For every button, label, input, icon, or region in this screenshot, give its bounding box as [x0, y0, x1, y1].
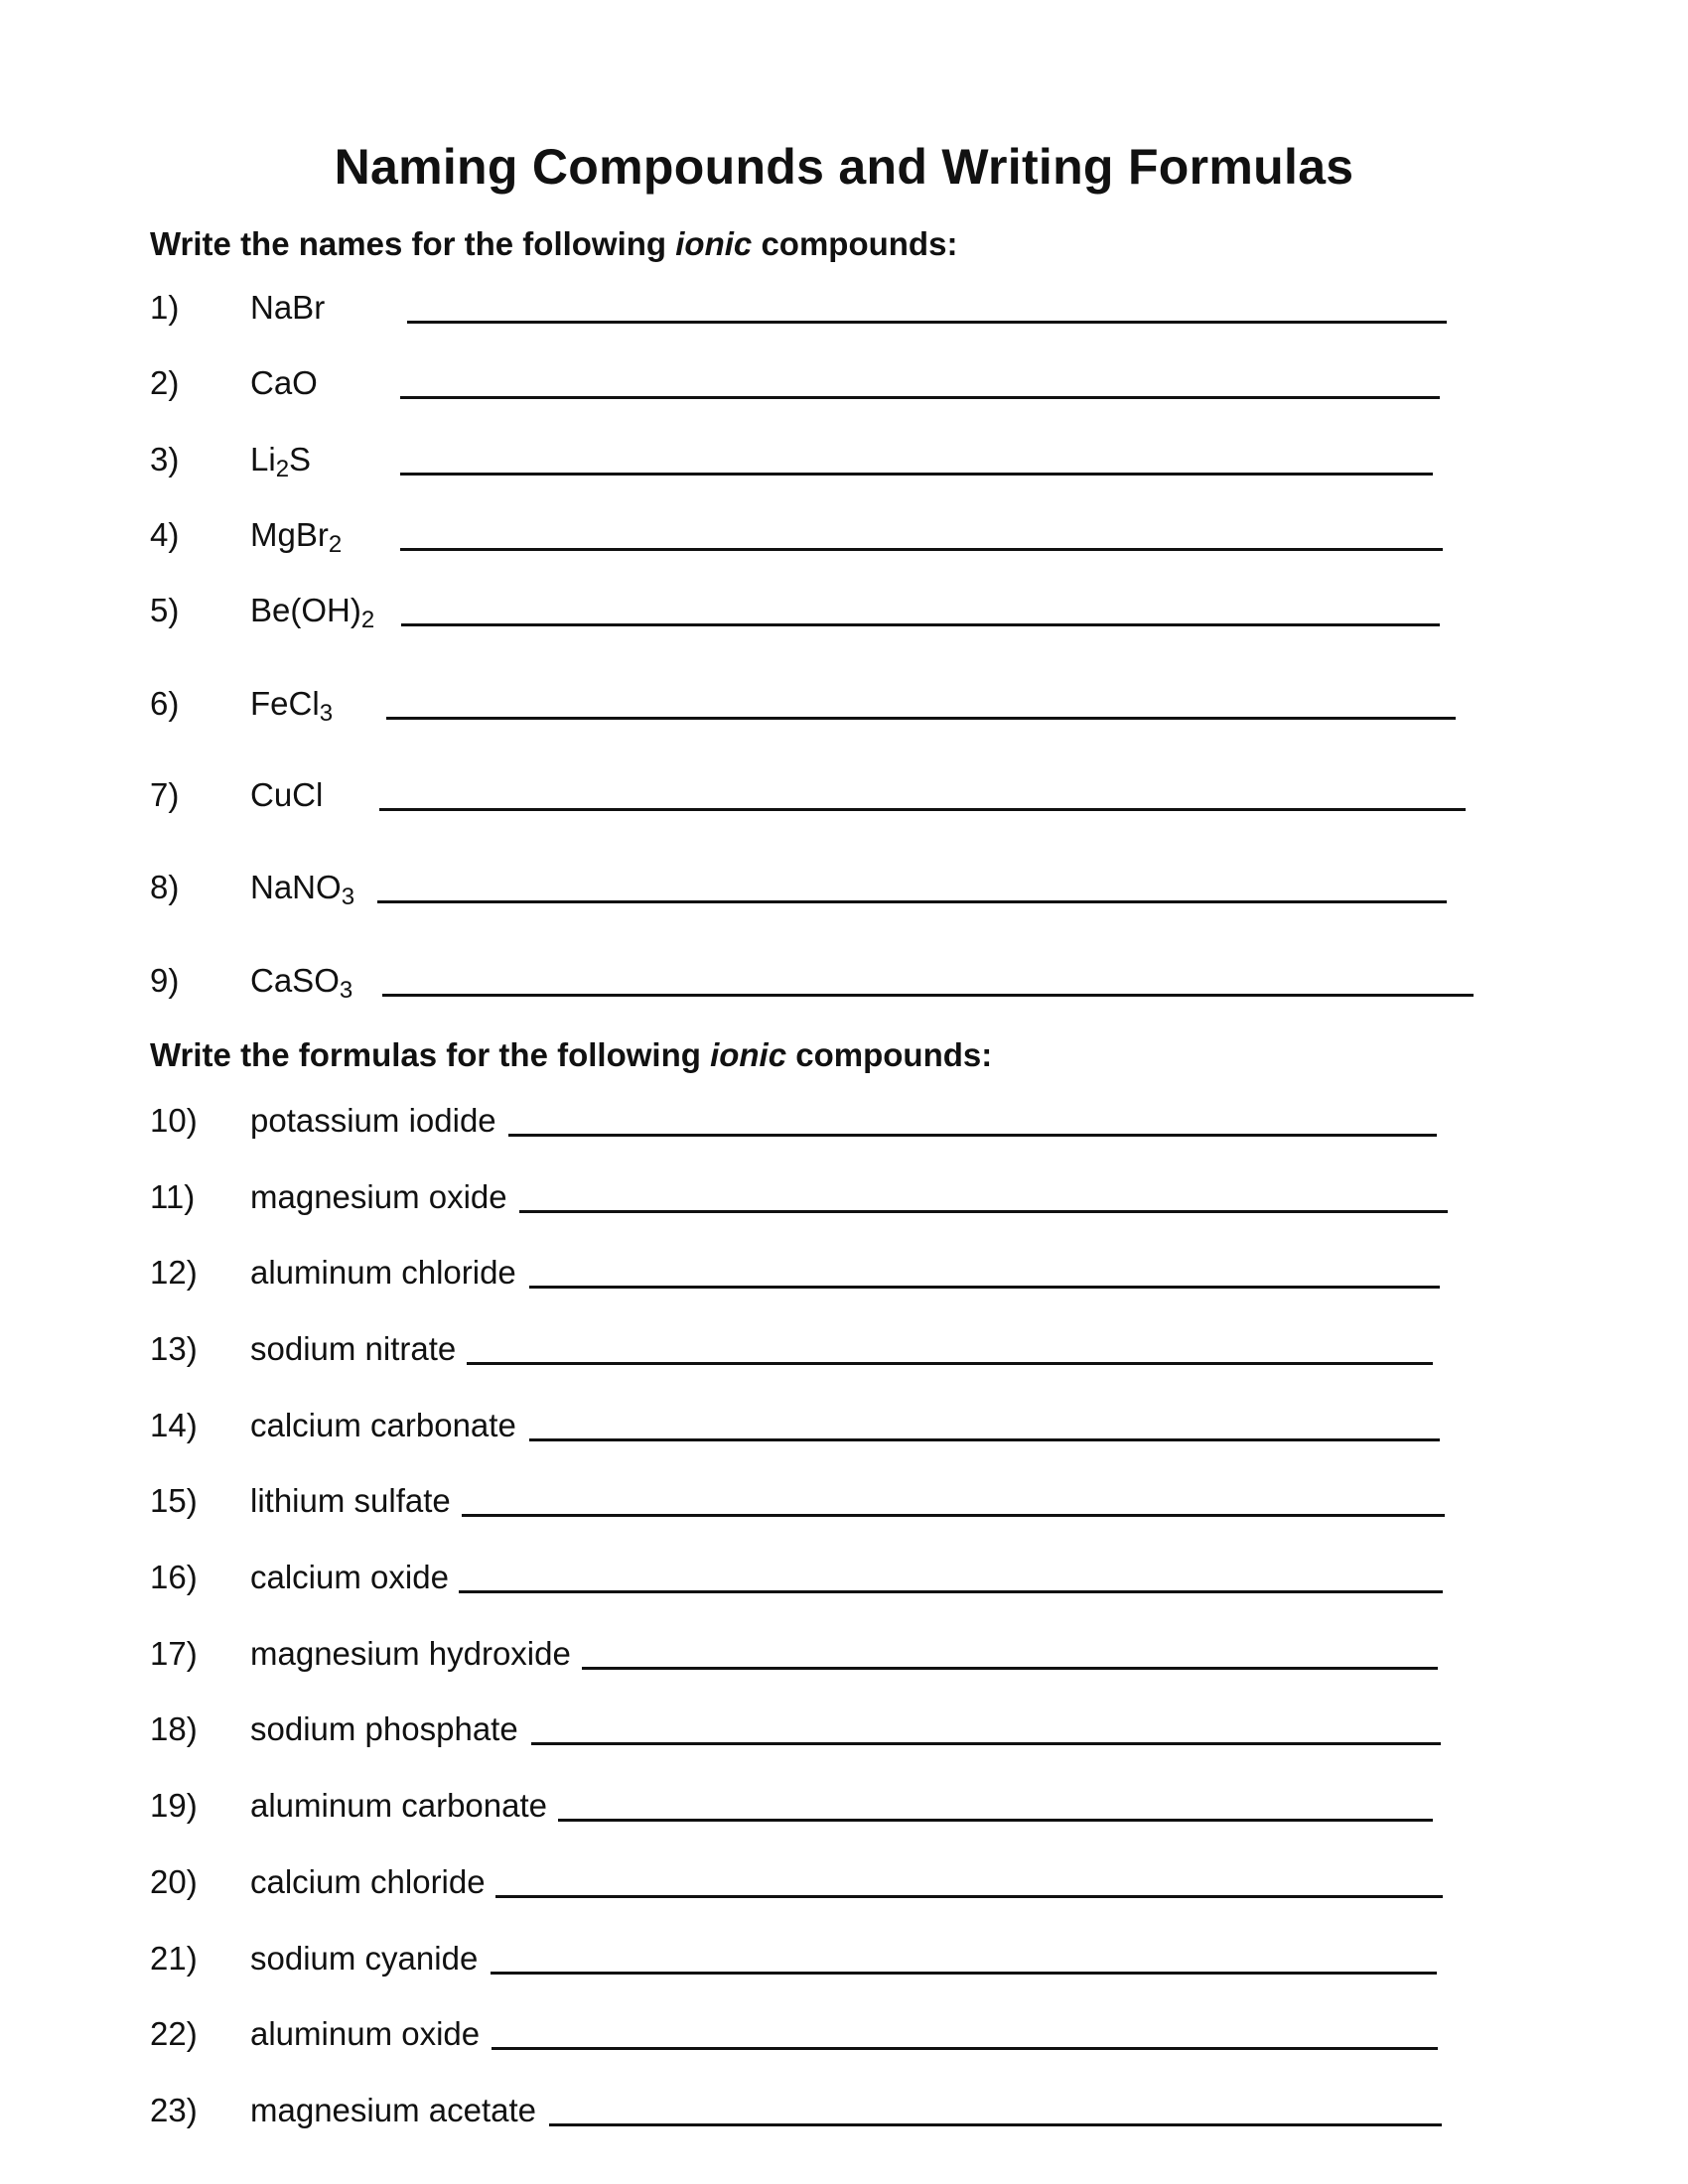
question-number: 18) [150, 1710, 198, 1747]
question-row [0, 1937, 1688, 1980]
question-row [0, 959, 1688, 1003]
prompt-text: calcium oxide [250, 1559, 449, 1595]
question-number: 9) [150, 962, 180, 999]
question-prompt [250, 1556, 449, 1599]
answer-blank-line[interactable] [386, 717, 1456, 720]
question-row [0, 2012, 1688, 2056]
prompt-text: CaO [250, 364, 318, 401]
question-prompt [250, 438, 311, 485]
question-prompt [250, 589, 374, 636]
question-row [0, 438, 1688, 481]
prompt-text: magnesium oxide [250, 1178, 507, 1215]
question-prompt [250, 1099, 496, 1143]
prompt-text: calcium chloride [250, 1863, 486, 1900]
question-prompt [250, 1404, 516, 1447]
answer-blank-line[interactable] [400, 396, 1440, 399]
heading-text: Write the formulas for the following [150, 1036, 711, 1073]
prompt-text: CaSO [250, 962, 340, 999]
question-row [0, 866, 1688, 909]
question-number: 10) [150, 1102, 198, 1139]
question-number: 14) [150, 1407, 198, 1443]
prompt-text: calcium carbonate [250, 1407, 516, 1443]
question-prompt [250, 1937, 478, 1980]
question-number: 2) [150, 364, 180, 401]
question-number: 17) [150, 1635, 198, 1672]
question-number: 11) [150, 1178, 196, 1215]
answer-blank-line[interactable] [519, 1210, 1448, 1213]
question-number: 4) [150, 516, 180, 553]
answer-blank-line[interactable] [495, 1895, 1443, 1898]
question-row [0, 682, 1688, 726]
prompt-text: MgBr [250, 516, 329, 553]
question-number: 5) [150, 592, 180, 628]
answer-blank-line[interactable] [582, 1667, 1438, 1670]
prompt-text: sodium phosphate [250, 1710, 518, 1747]
answer-blank-line[interactable] [400, 548, 1443, 551]
answer-blank-line[interactable] [459, 1590, 1443, 1593]
prompt-text: sodium nitrate [250, 1330, 457, 1367]
answer-blank-line[interactable] [400, 473, 1433, 476]
prompt-text: aluminum oxide [250, 2015, 481, 2052]
question-row [0, 1632, 1688, 1676]
question-number: 6) [150, 685, 180, 722]
answer-blank-line[interactable] [382, 994, 1474, 997]
heading-text: Write the names for the following [150, 225, 676, 262]
question-number: 8) [150, 869, 180, 905]
heading-emphasis: ionic [675, 225, 753, 262]
question-row [0, 1860, 1688, 1904]
question-row [0, 361, 1688, 405]
answer-blank-line[interactable] [529, 1438, 1440, 1441]
question-prompt [250, 866, 354, 913]
prompt-text: NaNO [250, 869, 342, 905]
answer-blank-line[interactable] [531, 1742, 1441, 1745]
prompt-text: potassium iodide [250, 1102, 496, 1139]
prompt-text: magnesium hydroxide [250, 1635, 571, 1672]
section-heading-names [150, 224, 957, 264]
answer-blank-line[interactable] [379, 808, 1466, 811]
answer-blank-line[interactable] [401, 623, 1440, 626]
question-prompt [250, 1784, 547, 1828]
question-row [0, 513, 1688, 557]
prompt-text: sodium cyanide [250, 1940, 479, 1977]
prompt-text: Li [250, 441, 276, 478]
question-row [0, 1251, 1688, 1295]
question-row [0, 1556, 1688, 1599]
prompt-text: magnesium acetate [250, 2092, 536, 2128]
prompt-text: aluminum carbonate [250, 1787, 547, 1824]
question-row [0, 1099, 1688, 1143]
prompt-text: NaBr [250, 289, 326, 326]
question-number: 21) [150, 1940, 198, 1977]
heading-emphasis: ionic [710, 1036, 787, 1073]
question-prompt [250, 361, 318, 405]
question-number: 23) [150, 2092, 198, 2128]
question-row [0, 2089, 1688, 2132]
question-prompt [250, 959, 352, 1007]
formula-subscript: 3 [319, 700, 334, 727]
question-prompt [250, 2012, 480, 2056]
formula-subscript: 2 [328, 531, 343, 558]
answer-blank-line[interactable] [491, 1972, 1437, 1975]
question-number: 7) [150, 776, 180, 813]
question-row [0, 286, 1688, 330]
question-prompt [250, 1632, 571, 1676]
formula-subscript: 3 [339, 977, 353, 1004]
prompt-text: lithium sulfate [250, 1482, 451, 1519]
question-row [0, 1479, 1688, 1523]
answer-blank-line[interactable] [549, 2123, 1442, 2126]
answer-blank-line[interactable] [492, 2047, 1438, 2050]
page-title: Naming Compounds and Writing Formulas [334, 139, 1354, 195]
question-number: 16) [150, 1559, 198, 1595]
question-number: 19) [150, 1787, 198, 1824]
question-prompt [250, 1860, 486, 1904]
question-prompt [250, 1707, 518, 1751]
formula-subscript: 2 [360, 607, 375, 633]
prompt-text: aluminum chloride [250, 1254, 516, 1291]
question-prompt [250, 1327, 456, 1371]
answer-blank-line[interactable] [508, 1134, 1437, 1137]
formula-subscript: 3 [341, 884, 355, 910]
prompt-text: Be(OH) [250, 592, 361, 628]
question-row [0, 589, 1688, 632]
prompt-text: S [289, 441, 312, 478]
question-number: 15) [150, 1482, 198, 1519]
answer-blank-line[interactable] [407, 321, 1447, 324]
question-prompt [250, 2089, 536, 2132]
answer-blank-line[interactable] [377, 900, 1447, 903]
question-prompt [250, 513, 342, 561]
question-row [0, 1404, 1688, 1447]
heading-text: compounds: [752, 225, 958, 262]
formula-subscript: 2 [275, 456, 290, 482]
question-row [0, 1175, 1688, 1219]
answer-blank-line[interactable] [462, 1514, 1445, 1517]
question-row [0, 1327, 1688, 1371]
section-heading-formulas [150, 1035, 992, 1075]
question-number: 12) [150, 1254, 198, 1291]
question-number: 13) [150, 1330, 198, 1367]
prompt-text: CuCl [250, 776, 324, 813]
prompt-text: FeCl [250, 685, 320, 722]
answer-blank-line[interactable] [529, 1286, 1440, 1289]
question-prompt [250, 1175, 507, 1219]
question-prompt [250, 1251, 516, 1295]
question-prompt [250, 286, 325, 330]
question-row [0, 1707, 1688, 1751]
answer-blank-line[interactable] [467, 1362, 1433, 1365]
question-prompt [250, 773, 323, 817]
question-number: 3) [150, 441, 180, 478]
question-prompt [250, 1479, 451, 1523]
heading-text: compounds: [786, 1036, 993, 1073]
question-number: 22) [150, 2015, 198, 2052]
question-row [0, 773, 1688, 817]
question-prompt [250, 682, 333, 730]
answer-blank-line[interactable] [558, 1819, 1433, 1822]
question-number: 20) [150, 1863, 198, 1900]
question-number: 1) [150, 289, 180, 326]
question-row [0, 1784, 1688, 1828]
